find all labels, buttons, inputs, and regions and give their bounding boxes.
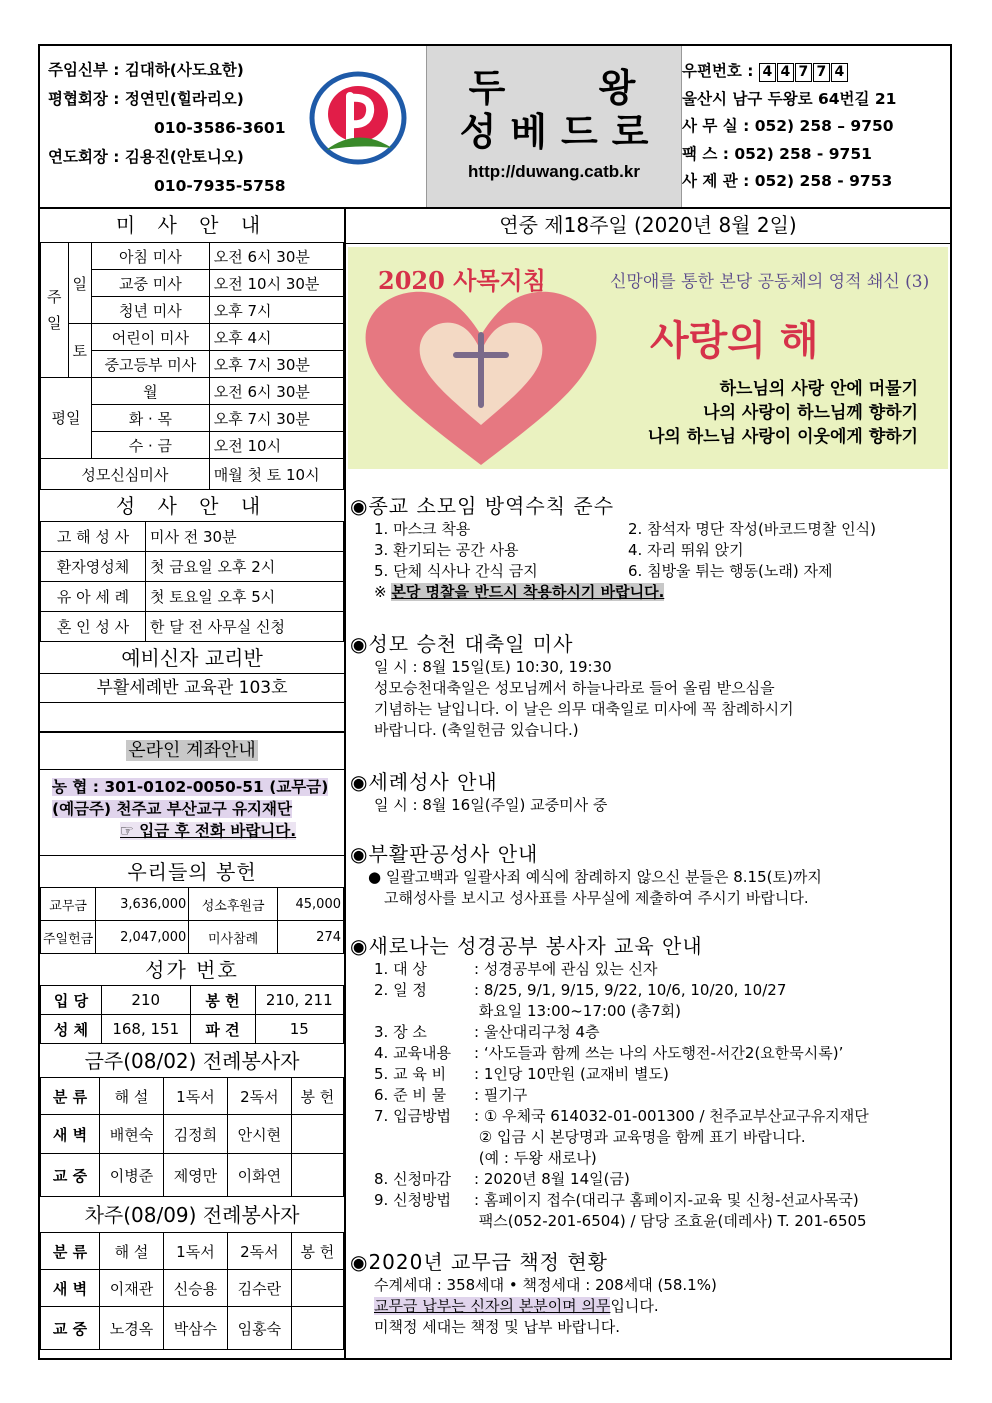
offering-value: 3,636,000: [96, 888, 189, 921]
servers-cell: [291, 1307, 343, 1350]
servers-cell: 박삼수: [163, 1307, 227, 1350]
mass-time: 오후 7시 30분: [209, 351, 343, 378]
servers-cell: 노경옥: [100, 1307, 164, 1350]
training-row: [350, 1106, 948, 1127]
notice-item: 1. 마스크 착용: [374, 520, 471, 538]
header: [40, 46, 950, 209]
training-row: [350, 1211, 948, 1232]
zip-digit: 4: [759, 63, 776, 82]
notice-confession: [350, 841, 948, 909]
servers-cell: [291, 1154, 343, 1197]
notice-line: 기념하는 날입니다. 이 날은 의무 대축일로 미사에 꼭 참례하시기: [374, 700, 794, 718]
account-title: 온라인 계좌안내: [128, 740, 256, 761]
sacrament-value: 첫 금요일 오후 2시: [146, 552, 344, 582]
banner-motto: 나의 사랑이 하느님께 향하기: [703, 403, 918, 423]
hymn-key: 성 체: [41, 1015, 102, 1044]
notice-title: ◉성모 승천 대축일 미사: [350, 632, 574, 656]
offering-value: 45,000: [277, 888, 343, 921]
notice-line: 일 시 : 8월 16일(주일) 교중미사 중: [374, 796, 608, 814]
week-title: 연중 제18주일 (2020년 8월 2일): [346, 207, 950, 244]
offering-key: 미사참례: [189, 921, 278, 954]
training-value: : 성경공부에 관심 있는 신자: [474, 960, 658, 978]
training-row: [350, 1148, 948, 1169]
servers-cell: 안시현: [227, 1115, 291, 1154]
hymn-title: 성가 번호: [40, 954, 344, 986]
notice-item: 4. 자리 뛰워 앉기: [628, 541, 744, 559]
account-number: 농 협 : 301-0102-0050-51 (교무금): [52, 778, 329, 796]
servers-head: 2독서: [227, 1078, 291, 1115]
offering-key: 교무금: [41, 888, 96, 921]
mass-time: 오후 7시: [209, 297, 343, 324]
training-row: [350, 1064, 948, 1085]
notice-item: 3. 환기되는 공간 사용: [374, 541, 519, 559]
sat-label: 토: [68, 324, 92, 378]
offering-title: 우리들의 봉헌: [40, 856, 344, 888]
servers-next-title: 차주(08/09) 전례봉사자: [40, 1197, 344, 1233]
offering-value: 274: [277, 921, 343, 954]
hymn-value: 210: [102, 986, 191, 1015]
parish-url[interactable]: http://duwang.catb.kr: [468, 162, 640, 181]
sunday-label: 주일: [41, 243, 69, 378]
training-row: [350, 1190, 948, 1211]
account-note: ☞ 입금 후 전화 바랍니다.: [120, 822, 297, 840]
training-key: 2. 일 정: [374, 981, 427, 999]
servers-cell: 이병준: [100, 1154, 164, 1197]
offering-value: 2,047,000: [96, 921, 189, 954]
training-key: 8. 신청마감: [374, 1170, 452, 1188]
sacrament-name: 환자영성체: [41, 552, 146, 582]
zip-digit: 4: [831, 63, 848, 82]
notice-line: 일 시 : 8월 15일(토) 10:30, 19:30: [374, 658, 612, 676]
sacrament-name: 혼 인 성 사: [41, 612, 146, 642]
header-staff: [48, 56, 286, 201]
pastoral-banner: [348, 247, 948, 469]
training-value: : 8/25, 9/1, 9/15, 9/22, 10/6, 10/20, 10/27: [474, 981, 787, 999]
notice-line: 미책정 세대는 책정 및 납부 바랍니다.: [374, 1318, 620, 1336]
sacrament-name: 고 해 성 사: [41, 522, 146, 552]
mass-time: 오전 6시 30분: [209, 243, 343, 270]
training-value: : 1인당 10만원 (교재비 별도): [474, 1065, 669, 1083]
servers-head: 봉 헌: [291, 1078, 343, 1115]
servers-head: 봉 헌: [291, 1233, 343, 1270]
training-value: : 2020년 8월 14일(금): [474, 1170, 630, 1188]
training-row: [350, 959, 948, 980]
offering-key: 성소후원금: [189, 888, 278, 921]
training-value: 화요일 13:00~17:00 (총7회): [474, 1002, 682, 1020]
account-holder: (예금주) 천주교 부산교구 유지재단: [52, 800, 292, 818]
training-row: [350, 1127, 948, 1148]
parish-title: [426, 46, 682, 207]
header-contact: [682, 58, 896, 196]
notice-line: 고해성사를 보시고 성사표를 사무실에 제출하여 주시기 바랍니다.: [384, 889, 809, 907]
hymn-table: [40, 985, 344, 1044]
mass-time: 오전 10시: [209, 432, 343, 459]
mass-name: 화 · 목: [92, 405, 210, 432]
blank-row: [40, 703, 344, 733]
servers-this-table: [40, 1077, 344, 1197]
servers-head: 해 설: [100, 1078, 164, 1115]
title-line-1: 두 왕: [468, 65, 676, 110]
servers-cell: 새 벽: [41, 1115, 100, 1154]
banner-theme: 사랑의 해: [650, 317, 819, 364]
banner-motto: 하느님의 사랑 안에 머물기: [719, 379, 918, 399]
heart-icon: [356, 275, 606, 469]
notice-item: 2. 참석자 명단 작성(바코드명찰 인식): [628, 520, 876, 538]
training-value: (예 : 두왕 새로나): [474, 1149, 597, 1167]
servers-this-title: 금주(08/02) 전례봉사자: [40, 1044, 344, 1078]
hymn-key: 입 당: [41, 986, 102, 1015]
banner-heading: 2020 사목지침: [378, 266, 546, 295]
servers-head: 2독서: [227, 1233, 291, 1270]
servers-cell: 이재관: [100, 1270, 164, 1307]
banner-subheading: 신망애를 통한 본당 공동체의 영적 쇄신 (3): [610, 272, 930, 292]
hymn-key: 봉 헌: [190, 986, 255, 1015]
notice-title: ◉새로나는 성경공부 봉사자 교육 안내: [350, 934, 703, 958]
notice-line: 수계세대 : 358세대 • 책정세대 : 208세대 (58.1%): [374, 1276, 717, 1294]
training-key: 1. 대 상: [374, 960, 427, 978]
sacrament-title: 성 사 안 내: [40, 490, 344, 522]
hymn-value: 15: [255, 1015, 344, 1044]
right-column: [346, 207, 950, 1359]
mass-name: 아침 미사: [92, 243, 210, 270]
zip-label: 우편번호 :: [682, 62, 754, 80]
sacrament-name: 유 아 세 례: [41, 582, 146, 612]
servers-head: 해 설: [100, 1233, 164, 1270]
sacrament-value: 한 달 전 사무실 신청: [146, 612, 344, 642]
notice-line: ● 일괄고백과 일괄사죄 예식에 참례하지 않으신 분들은 8.15(토)까지: [368, 868, 822, 886]
servers-head: 1독서: [163, 1078, 227, 1115]
zip-code: [759, 58, 849, 86]
training-value: : 필기구: [474, 1086, 528, 1104]
hymn-key: 파 견: [190, 1015, 255, 1044]
office-phone: 사 무 실 : 052) 258 – 9750: [682, 117, 894, 135]
mass-name: 교중 미사: [92, 270, 210, 297]
mass-name: 청년 미사: [92, 297, 210, 324]
training-key: 9. 신청방법: [374, 1191, 452, 1209]
title-line-2: 성베드로: [459, 109, 663, 154]
training-value: : ‘사도들과 함께 쓰는 나의 사도행전-서간2(요한묵시록)’: [474, 1044, 844, 1062]
notice-line: 입니다.: [610, 1297, 659, 1315]
sun-label: 일: [68, 243, 92, 324]
notice-baptism: [350, 769, 948, 816]
mass-time: 오후 4시: [209, 324, 343, 351]
account-box: [40, 770, 344, 856]
training-value: : ① 우체국 614032-01-001300 / 천주교부산교구유지재단: [474, 1107, 869, 1125]
address: 울산시 남구 두왕로 64번길 21: [682, 89, 897, 108]
parish-council-president: 연도회장 : 김용진(안토니오): [48, 148, 244, 166]
training-key: 7. 입금방법: [374, 1107, 452, 1125]
training-row: [350, 1169, 948, 1190]
special-mass-name: 성모신심미사: [41, 459, 210, 490]
servers-cell: 김수란: [227, 1270, 291, 1307]
zip-digit: 7: [795, 63, 812, 82]
notice-title: ◉부활판공성사 안내: [350, 842, 539, 866]
banner-motto: 나의 하느님 사랑이 이웃에게 향하기: [647, 427, 918, 447]
sacrament-table: [40, 521, 344, 642]
servers-cell: 교 중: [41, 1154, 100, 1197]
mass-name: 수 · 금: [92, 432, 210, 459]
mass-time: 오후 7시 30분: [209, 405, 343, 432]
special-mass-time: 매월 첫 토 10시: [209, 459, 343, 490]
servers-cell: 배현숙: [100, 1115, 164, 1154]
training-value: ② 입금 시 본당명과 교육명을 함께 표기 바랍니다.: [474, 1128, 806, 1146]
servers-head: 분 류: [41, 1078, 100, 1115]
offering-table: [40, 887, 344, 954]
servers-cell: 제영만: [163, 1154, 227, 1197]
fax-number: 팩 스 : 052) 258 - 9751: [682, 144, 872, 163]
servers-cell: 교 중: [41, 1307, 100, 1350]
notice-assumption: [350, 631, 948, 741]
training-row: [350, 980, 948, 1001]
servers-cell: [291, 1270, 343, 1307]
offering-key: 주일헌금: [41, 921, 96, 954]
training-key: 4. 교육내용: [374, 1044, 452, 1062]
servers-head: 1독서: [163, 1233, 227, 1270]
notice-item: 5. 단체 식사나 간식 금지: [374, 562, 538, 580]
notice-title: ◉2020년 교무금 책정 현황: [350, 1250, 608, 1274]
servers-cell: [291, 1115, 343, 1154]
rectory-phone: 사 제 관 : 052) 258 - 9753: [682, 172, 893, 190]
notice-title: ◉종교 소모임 방역수칙 준수: [350, 494, 615, 518]
banner-mottos: [648, 377, 918, 449]
training-key: 3. 장 소: [374, 1023, 427, 1041]
notice-line: 바랍니다. (축일헌금 있습니다.): [374, 721, 579, 739]
mass-schedule-table: [40, 242, 344, 490]
hymn-value: 168, 151: [102, 1015, 191, 1044]
servers-next-table: [40, 1232, 344, 1350]
weekday-label: 평일: [41, 378, 92, 459]
parish-logo-icon: [306, 66, 410, 170]
training-row: [350, 1043, 948, 1064]
council-president: 평협회장 : 정연민(힐라리오): [48, 90, 244, 108]
training-key: 6. 준 비 물: [374, 1086, 447, 1104]
notice-highlight: 교무금 납부는 신자의 본분이며 의무: [374, 1297, 611, 1315]
mass-time: 오전 10시 30분: [209, 270, 343, 297]
pastor: 주임신부 : 김대하(사도요한): [48, 61, 244, 79]
training-row: [350, 1001, 948, 1022]
servers-head: 분 류: [41, 1233, 100, 1270]
sacrament-value: 첫 토요일 오후 5시: [146, 582, 344, 612]
training-value: 팩스(052-201-6504) / 담당 조효윤(데레사) T. 201-6505: [474, 1212, 867, 1230]
training-value: : 울산대리구청 4층: [474, 1023, 600, 1041]
note-mark: ※: [374, 583, 387, 601]
mass-title: 미 사 안 내: [40, 207, 344, 243]
catechumen-title: 예비신자 교리반: [40, 642, 344, 674]
notice-quarantine: [350, 493, 948, 603]
training-value: : 홈페이지 접수(대리구 홈페이지-교육 및 신청-선교사목국): [474, 1191, 859, 1209]
mass-name: 중고등부 미사: [92, 351, 210, 378]
left-column: [40, 207, 346, 1359]
notice-line: 성모승천대축일은 성모님께서 하늘나라로 들어 올림 받으심을: [374, 679, 775, 697]
servers-cell: 김정희: [163, 1115, 227, 1154]
zip-digit: 4: [777, 63, 794, 82]
notice-note: 본당 명찰을 반드시 착용하시기 바랍니다.: [391, 583, 665, 601]
council-phone: 010-3586-3601: [154, 119, 286, 137]
servers-cell: 이화연: [227, 1154, 291, 1197]
mass-name: 어린이 미사: [92, 324, 210, 351]
notice-item: 6. 침방울 튀는 행동(노래) 자제: [628, 562, 833, 580]
training-row: [350, 1085, 948, 1106]
zip-digit: 7: [813, 63, 830, 82]
catechumen-text: 부활세례반 교육관 103호: [40, 674, 344, 703]
servers-cell: 신승용: [163, 1270, 227, 1307]
servers-cell: 임홍숙: [227, 1307, 291, 1350]
hymn-value: 210, 211: [255, 986, 344, 1015]
training-row: [350, 1022, 948, 1043]
notice-tithe: [350, 1249, 948, 1338]
parish-council-phone: 010-7935-5758: [154, 177, 286, 195]
bulletin-page: [38, 44, 952, 1360]
mass-name: 월: [92, 378, 210, 405]
mass-time: 오전 6시 30분: [209, 378, 343, 405]
notice-title: ◉세례성사 안내: [350, 770, 498, 794]
sacrament-value: 미사 전 30분: [146, 522, 344, 552]
training-key: 5. 교 육 비: [374, 1065, 447, 1083]
servers-cell: 새 벽: [41, 1270, 100, 1307]
notice-bible-training: [350, 933, 948, 1232]
account-title-row: [40, 733, 344, 770]
